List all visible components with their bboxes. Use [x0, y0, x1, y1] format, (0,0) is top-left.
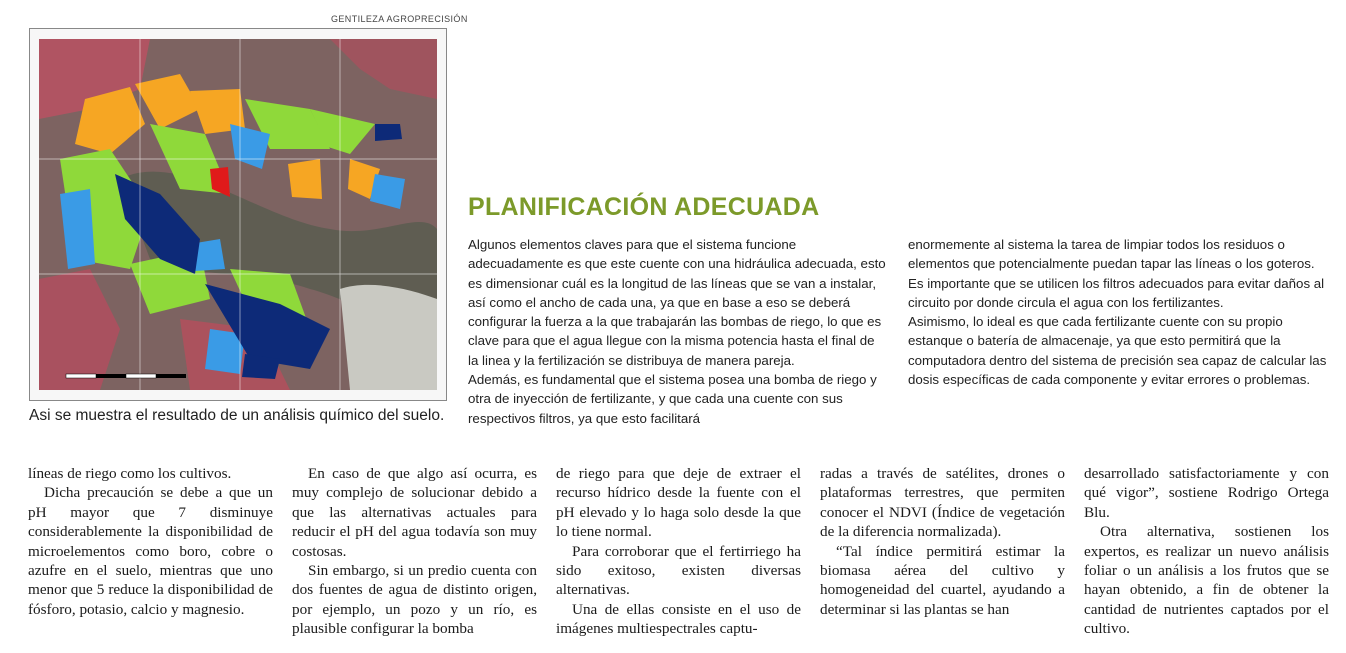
paragraph: Una de ellas consiste en el uso de imágenes multiespectrales captu- — [556, 600, 801, 638]
paragraph: Otra alternativa, sostienen los expertos, es realizar un nuevo análisis foliar o un análisis a los frutos que se hayan obtenido, a fin de obtener la cantidad de nutrientes captados por el cultivo. — [1084, 523, 1329, 638]
paragraph: Sin embargo, si un predio cuenta con dos fuentes de agua de distinto origen, por ejemplo, un pozo y un río, es plausible configurar la bomba — [292, 562, 537, 638]
paragraph: enormemente al sistema la tarea de limpiar todos los residuos o elementos que potencialmente puedan tapar las líneas o los goteros. — [908, 237, 1315, 272]
paragraph: Algunos elementos claves para que el sistema funcione adecuadamente es que este cuente con una hidráulica adecuada, esto es dimensionar cuál es la longitud de las líneas que se van a instalar, así como el ancho de cada una, ya que en base a eso se deberá configurar la fuerza a la que trabajarán las bombas de riego, lo que es clave para que el agua llegue con la misma potencia hasta el final de la linea y la fertilización se distribuya de manera pareja. — [468, 237, 886, 368]
paragraph: “Tal índice permitirá estimar la biomasa aérea del cultivo y homogeneidad del cuartel, ayudando a determinar si las plantas se han — [820, 542, 1065, 618]
paragraph: Es importante que se utilicen los filtros adecuados para evitar daños al circuito por donde circula el agua con los fertilizantes. — [908, 275, 1325, 310]
sidebar-column-1 — [468, 235, 888, 428]
paragraph: de riego para que deje de extraer el recurso hídrico desde la fuente con el pH elevado y lo haga solo desde la que lo tiene normal. — [556, 465, 801, 541]
body-column-1 — [28, 464, 273, 619]
map-image — [30, 29, 446, 400]
zone-dark-blue — [375, 124, 402, 141]
paragraph: desarrollado satisfactoriamente y con qué vigor”, sostiene Rodrigo Ortega Blu. — [1084, 465, 1329, 521]
photo-credit: GENTILEZA AGROPRECISIÓN — [331, 14, 468, 24]
section-heading: PLANIFICACIÓN ADECUADA — [468, 193, 820, 221]
paragraph: Para corroborar que el fertirriego ha sido exitoso, existen diversas alternativas. — [556, 542, 801, 599]
map-caption: Asi se muestra el resultado de un análisis químico del suelo. — [29, 407, 445, 424]
paragraph: En caso de que algo así ocurra, es muy complejo de solucionar debido a que las alternativas actuales para reducir el pH del agua todavía son muy costosas. — [292, 465, 537, 560]
soil-analysis-map — [29, 28, 447, 401]
paragraph: radas a través de satélites, drones o plataformas terrestres, que permiten conocer el NDVI (Índice de vegetación de la diferencia normalizada). — [820, 465, 1065, 541]
sidebar-column-2 — [908, 235, 1328, 389]
paragraph: Asimismo, lo ideal es que cada fertilizante cuente con su propio estanque o batería de almacenaje, ya que esto permitirá que la computadora dentro del sistema de precisión sea capaz de calcular las dosis específicas de cada componente y evitar errores o problemas. — [908, 314, 1327, 388]
paragraph: Dicha precaución se debe a que un pH mayor que 7 disminuye considerablemente la disponibilidad de microelementos como boro, cobre o azufre en el suelo, mientras que uno menor que 5 reduce la disponibilidad de fósforo, potasio, calcio y magnesio. — [28, 484, 273, 618]
body-column-5 — [1084, 464, 1329, 639]
paragraph: Además, es fundamental que el sistema posea una bomba de riego y otra de inyección de fertilizante, y que cada una cuente con sus respectivos filtros, ya que esto facilitará — [468, 372, 877, 426]
body-column-3 — [556, 464, 801, 639]
body-column-2 — [292, 464, 537, 639]
paragraph: líneas de riego como los cultivos. — [28, 465, 232, 482]
body-column-4 — [820, 464, 1065, 619]
zone-orange — [288, 159, 322, 199]
